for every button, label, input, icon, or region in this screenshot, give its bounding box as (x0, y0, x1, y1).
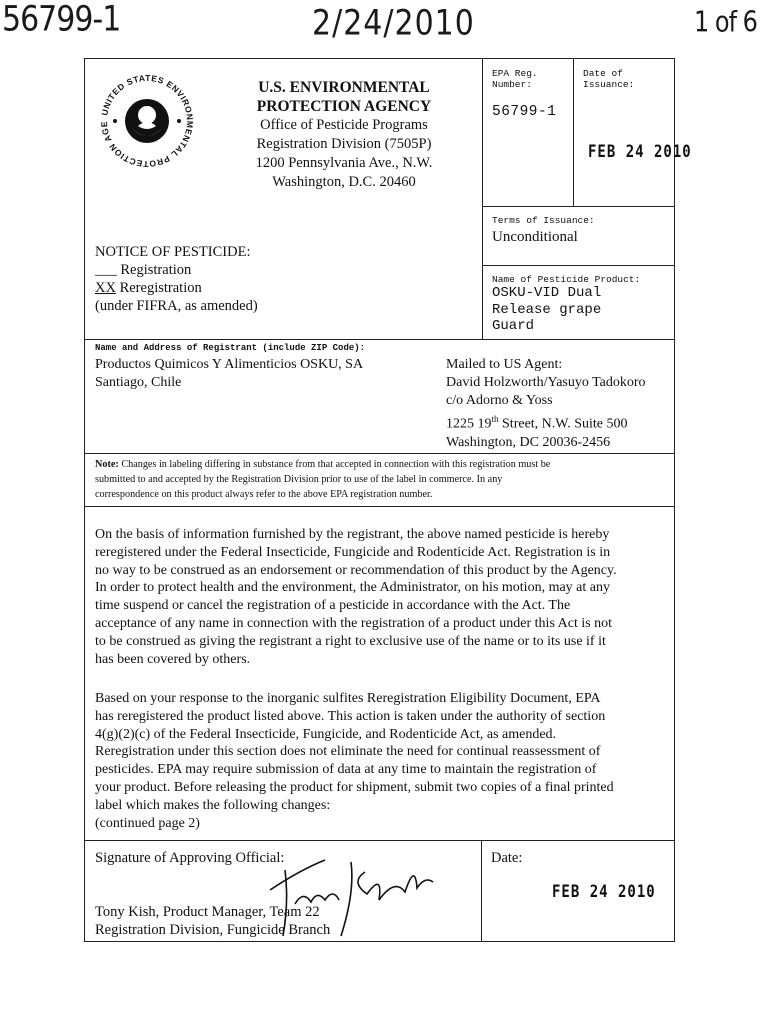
agent-street (446, 410, 646, 434)
product-name-line1: OSKU-VID Dual (492, 285, 602, 301)
terms-top-line (482, 206, 675, 207)
agent-street-number: 1225 19 (446, 416, 492, 432)
registration-checkbox: ___ (95, 262, 117, 278)
notice-under: (under FIFRA, as amended) (95, 298, 258, 314)
handwritten-date: 2/24/2010 (312, 3, 475, 44)
agent-mailed: Mailed to US Agent: (446, 357, 563, 372)
epa-logo (92, 66, 202, 176)
agent-block (446, 356, 646, 452)
note-line3: correspondence on this product always refer to the above EPA registration number. (95, 489, 433, 500)
registrant-name: Productos Quimicos Y Alimenticios OSKU, SA (95, 357, 364, 372)
issuance-date-label-line2: Issuance: (583, 79, 635, 90)
paragraph-2-line: pesticides. EPA may require submission of data at any time to maintain the registration of (95, 762, 597, 778)
agent-street-rest: Street, N.W. Suite 500 (498, 416, 628, 432)
reg-number-value: 56799-1 (492, 104, 557, 120)
note-text-line1: Changes in labeling differing in substance from that accepted in connection with this registration must be (121, 459, 551, 470)
paragraph-2-line: has reregistered the product listed above. This action is taken under the authority of section (95, 708, 606, 724)
agent-names: David Holzworth/Yasuyo Tadokoro (446, 375, 646, 390)
registrant-block (95, 356, 363, 392)
signature-label: Signature of Approving Official: (95, 850, 285, 866)
paragraph-2-line: your product. Before releasing the product for shipment, submit two copies of a final printed (95, 779, 614, 795)
agent-co: c/o Adorno & Yoss (446, 393, 553, 408)
paragraph-2-line: (continued page 2) (95, 815, 200, 831)
issuance-date-stamp: FEB 24 2010 (588, 142, 692, 162)
reregistration-label: Reregistration (119, 280, 202, 296)
agent-city: Washington, DC 20036-2456 (446, 434, 611, 450)
agency-name-line2: PROTECTION AGENCY (256, 98, 432, 115)
reg-date-divider (573, 58, 574, 206)
logo-ring-text: UNITED STATES ENVIRONMENTAL PROTECTION AGE (98, 72, 196, 170)
paragraph-2-line: label which makes the following changes: (95, 797, 331, 813)
issuance-date-label-line1: Date of (583, 68, 623, 79)
signer-name: Tony Kish, Product Manager, Team 22 (95, 904, 320, 920)
paragraph-1 (95, 526, 671, 668)
issuance-date-label (583, 68, 634, 90)
handwritten-page-count: 1 of 6 (694, 5, 757, 39)
paragraph-2-line: Based on your response to the inorganic sulfites Reregistration Eligibility Document, EPA (95, 691, 601, 706)
handwritten-file-number: 56799-1 (2, 0, 121, 40)
note-block (95, 457, 669, 502)
date-label: Date: (491, 850, 523, 866)
notice-reregistration (95, 279, 258, 297)
signer-division: Registration Division, Fungicide Branch (95, 922, 331, 938)
notice-registration (95, 261, 258, 279)
paragraph-1-line: to be construed as giving the registrant a right to exclusive use of the name or to its use if it (95, 633, 606, 649)
note-line2: submitted to and accepted by the Registration Division prior to use of the label in commerce. In any (95, 474, 503, 485)
paragraph-1-line: no way to be construed as an endorsement or recommendation of this product by the Agency. (95, 562, 617, 578)
paragraph-1-line: has been covered by others. (95, 651, 251, 667)
product-label: Name of Pesticide Product: (492, 274, 641, 285)
paragraph-2-line: 4(g)(2)(c) of the Federal Insecticide, Fungicide, and Rodenticide Act, as amended. (95, 726, 557, 742)
registrant-top-line (84, 339, 675, 340)
agency-name-line1: U.S. ENVIRONMENTAL (258, 79, 430, 96)
paragraph-2-line: Reregistration under this section does not eliminate the need for continual reassessment of (95, 744, 601, 760)
agency-office: Office of Pesticide Programs (260, 117, 428, 133)
note-bottom-line (84, 506, 675, 507)
paragraph-1-line: reregistered under the Federal Insecticide, Fungicide and Rodenticide Act. Registration is in (95, 544, 611, 560)
agency-division: Registration Division (7505P) (256, 136, 432, 152)
agency-city: Washington, D.C. 20460 (272, 174, 416, 190)
product-name (492, 285, 601, 335)
paragraph-1-line: time suspend or cancel the registration of a pesticide in accordance with the Act. The (95, 598, 571, 614)
notice-block (95, 243, 258, 315)
notice-title: NOTICE OF PESTICIDE: (95, 244, 251, 260)
paragraph-1-line: In order to protect health and the environment, the Administrator, on his motion, may at any (95, 580, 610, 596)
agent-street-suffix: th (491, 414, 499, 424)
reg-number-label-line2: Number: (492, 79, 532, 90)
paragraph-2 (95, 690, 671, 832)
note-line1 (95, 457, 669, 472)
reg-number-label (492, 68, 538, 90)
registration-label: Registration (120, 262, 192, 278)
reregistration-checkbox: XX (95, 280, 116, 296)
terms-value: Unconditional (492, 229, 578, 245)
registrant-label: Name and Address of Registrant (include ZIP Code): (95, 343, 366, 353)
reg-number-label-line1: EPA Reg. (492, 68, 538, 79)
paragraph-1-line: acceptance of any name in connection with the registration of a product under this Act is not (95, 615, 613, 631)
registrant-location: Santiago, Chile (95, 375, 182, 390)
date-stamp: FEB 24 2010 (552, 882, 656, 902)
paragraph-1-line: On the basis of information furnished by the registrant, the above named pesticide is hereby (95, 527, 610, 542)
agency-street: 1200 Pennsylvania Ave., N.W. (255, 155, 433, 171)
product-name-line2: Release grape (492, 301, 602, 318)
header-right-divider (482, 58, 483, 339)
product-top-line (482, 265, 675, 266)
signature-date-divider (481, 840, 482, 942)
note-top-line (84, 453, 675, 454)
epa-seal-icon (92, 66, 202, 176)
terms-label: Terms of Issuance: (492, 215, 595, 226)
signer-block (95, 903, 330, 939)
agency-block (232, 78, 456, 192)
signature-top-line (84, 840, 675, 841)
product-name-line3: Guard (492, 318, 535, 334)
note-label: Note: (95, 459, 119, 470)
